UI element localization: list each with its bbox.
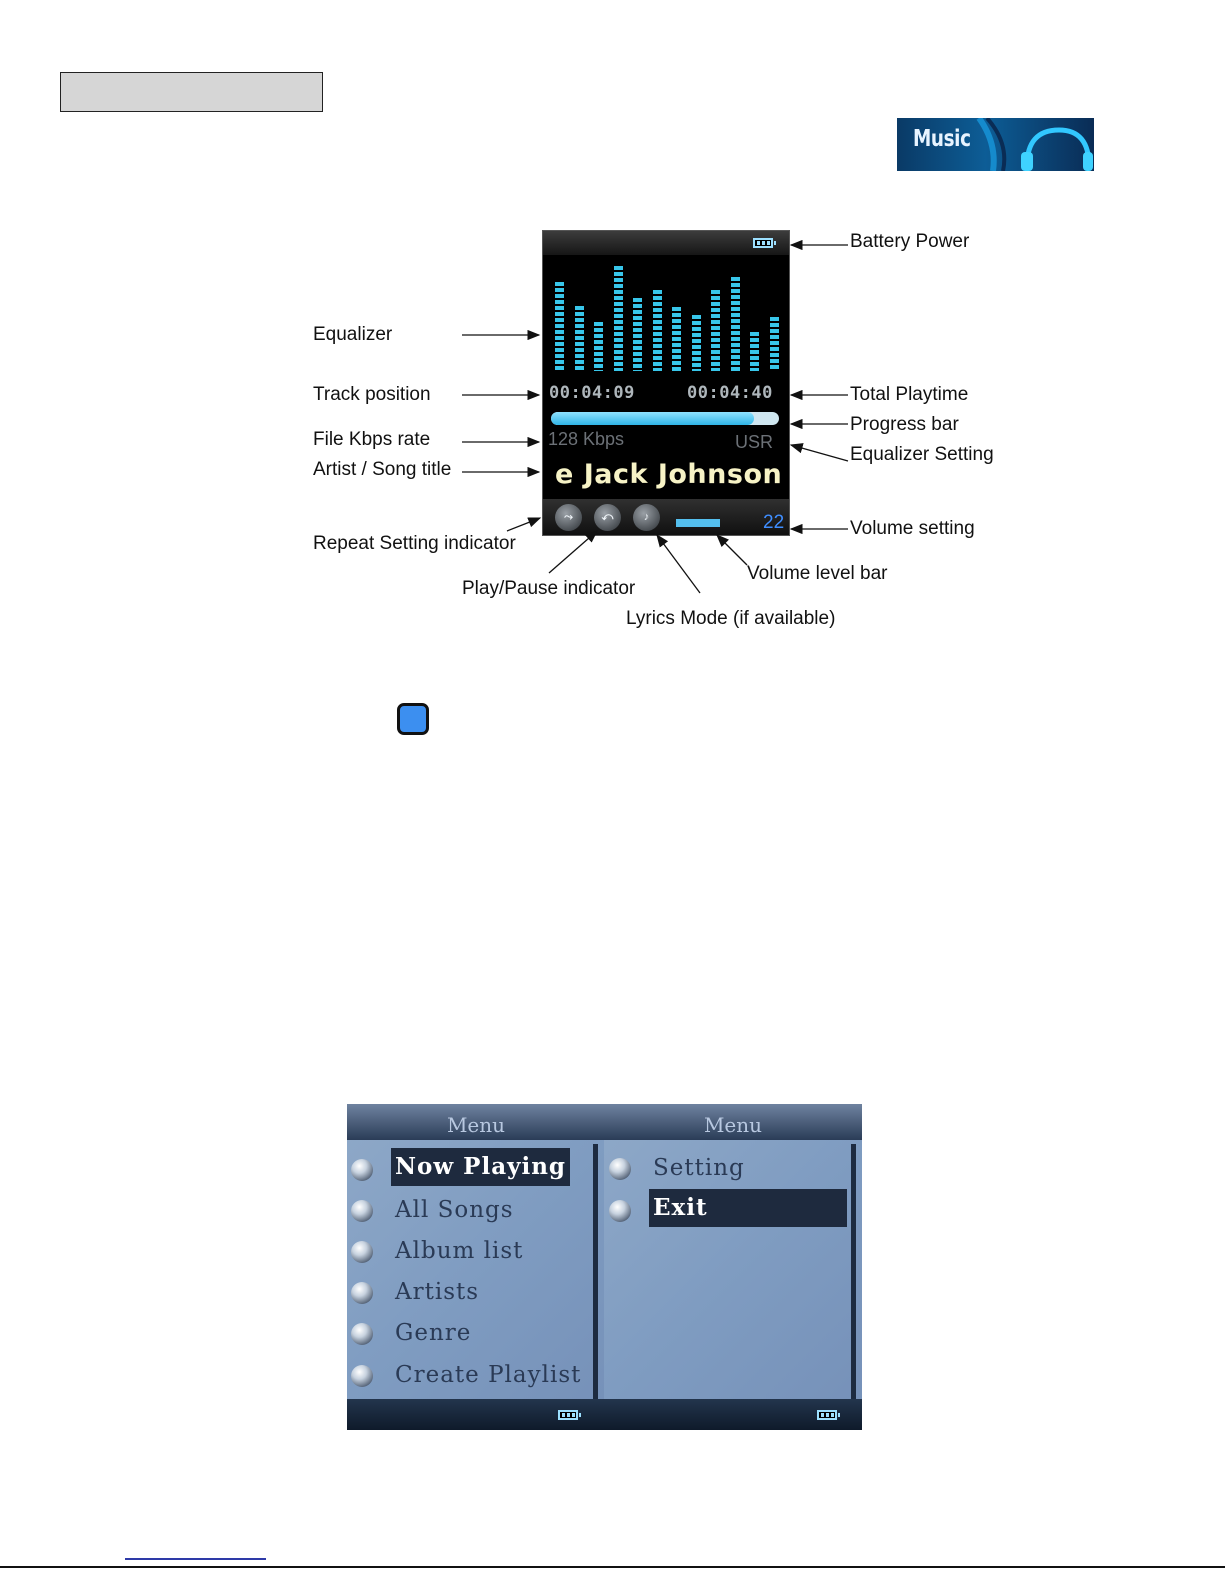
menu-footer	[347, 1399, 605, 1430]
menu-item-label: Create Playlist	[395, 1362, 582, 1388]
callout-progress-bar: Progress bar	[850, 414, 959, 435]
menu-title: Menu	[347, 1104, 605, 1140]
bullet-icon	[351, 1159, 373, 1181]
battery-icon	[558, 1410, 578, 1420]
callout-play-pause: Play/Pause indicator	[462, 578, 636, 599]
banner-label: Music	[913, 126, 971, 152]
menu-item-label: Exit	[649, 1189, 847, 1227]
kbps-rate: 128 Kbps	[548, 429, 625, 449]
play-pause-icon[interactable]: ⤺	[594, 504, 621, 531]
callout-file-kbps-rate: File Kbps rate	[313, 429, 431, 450]
bullet-icon	[609, 1200, 631, 1222]
callout-artist-song-title: Artist / Song title	[313, 459, 452, 480]
bullet-icon	[351, 1241, 373, 1263]
callout-equalizer-setting: Equalizer Setting	[850, 444, 994, 465]
callout-battery-power: Battery Power	[850, 231, 970, 252]
lyrics-icon[interactable]: ♪	[633, 504, 660, 531]
repeat-icon[interactable]: ⤳	[555, 504, 582, 531]
menu-footer	[604, 1399, 862, 1430]
menu-item-label: Genre	[395, 1320, 472, 1346]
callout-equalizer: Equalizer	[313, 324, 393, 345]
menu-item-label: Album list	[395, 1238, 524, 1264]
footer-link-underline	[125, 1558, 266, 1560]
menu-title: Menu	[604, 1104, 862, 1140]
bullet-icon	[351, 1365, 373, 1387]
callout-track-position: Track position	[313, 384, 431, 405]
bullet-icon	[351, 1200, 373, 1222]
callout-lyrics-mode: Lyrics Mode (if available)	[626, 608, 836, 629]
total-playtime: 00:04:40	[687, 383, 773, 403]
menu-item-label: Artists	[395, 1279, 480, 1305]
menu-item-label: Now Playing	[391, 1148, 570, 1186]
bullet-icon	[609, 1158, 631, 1180]
track-position: 00:04:09	[549, 383, 635, 403]
callout-repeat-setting: Repeat Setting indicator	[313, 533, 516, 554]
bullet-icon	[351, 1282, 373, 1304]
bullet-icon	[351, 1323, 373, 1345]
footer-rule	[0, 1566, 1225, 1568]
callout-volume-setting: Volume setting	[850, 518, 975, 539]
song-title: e Jack Johnson	[555, 459, 783, 490]
scrollbar[interactable]	[851, 1144, 856, 1399]
volume-setting: 22	[763, 512, 785, 533]
menu-item-label: Setting	[653, 1155, 745, 1181]
scrollbar[interactable]	[593, 1144, 598, 1399]
callout-total-playtime: Total Playtime	[850, 384, 969, 405]
battery-icon	[817, 1410, 837, 1420]
menu-item-label: All Songs	[395, 1197, 514, 1223]
button-icon	[397, 703, 429, 735]
eq-setting: USR	[734, 432, 773, 452]
callout-volume-level-bar: Volume level bar	[747, 563, 888, 584]
menu-screen-2	[604, 1104, 862, 1430]
menu-screen-1	[347, 1104, 605, 1430]
